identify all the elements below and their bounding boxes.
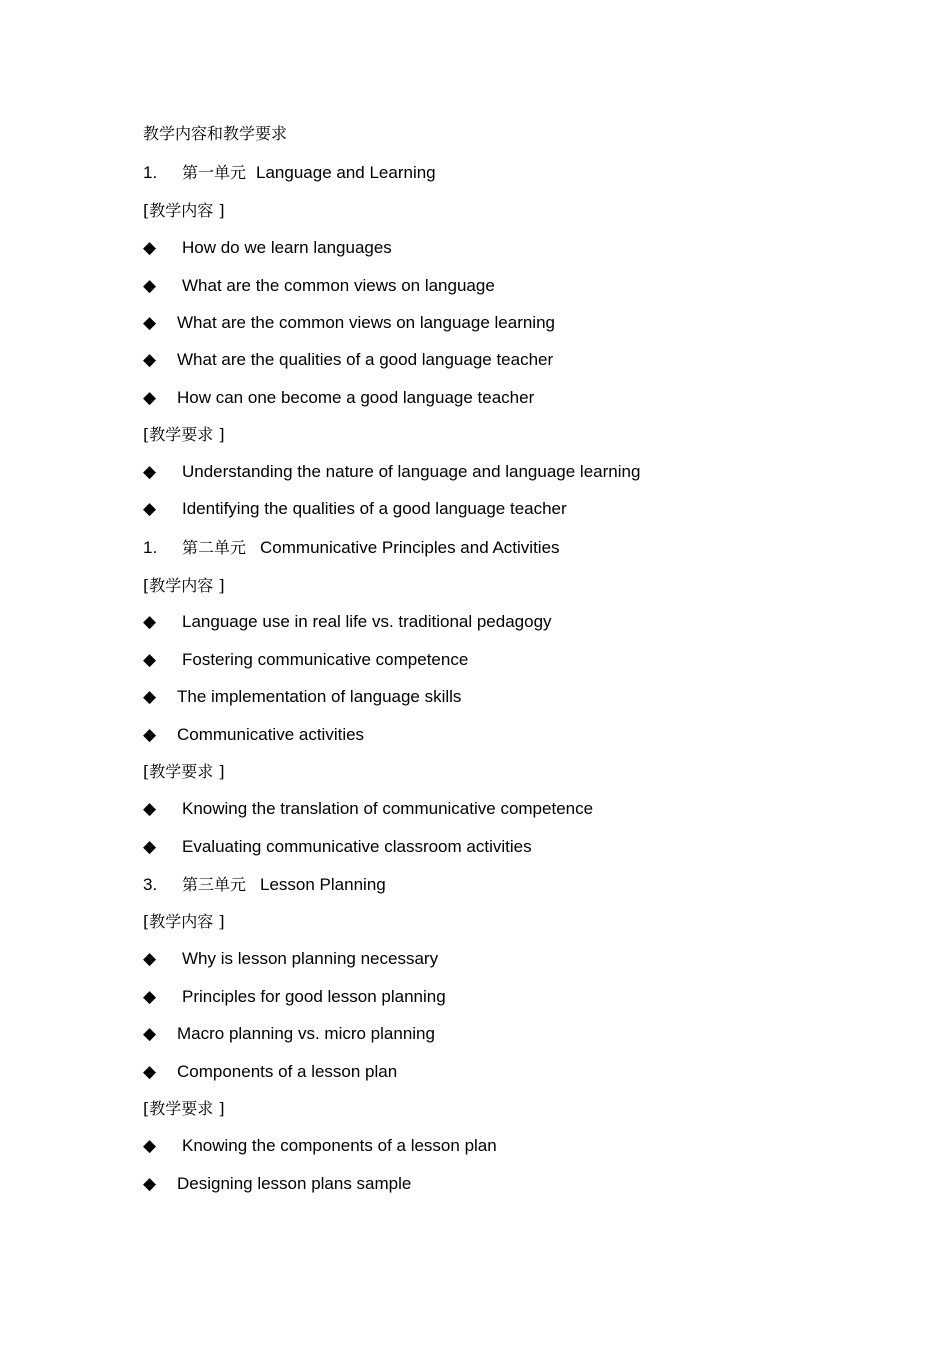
section-label-requirements: [教学要求 ] [143,762,225,781]
diamond-bullet-icon: ◆ [143,276,157,296]
section-label-content: [教学内容 ] [143,201,225,220]
unit-number: 1. [143,163,158,182]
diamond-bullet-icon: ◆ [143,1136,157,1156]
list-item [143,610,552,634]
list-item [143,1172,411,1196]
list-item-text: Knowing the translation of communicative competence [182,799,594,818]
diamond-bullet-icon: ◆ [143,687,157,707]
list-item [143,648,468,672]
list-item [143,460,640,484]
section-label-requirements: [教学要求 ] [143,425,225,444]
unit-number: 1. [143,538,158,557]
list-item [143,274,495,298]
diamond-bullet-icon: ◆ [143,238,157,258]
list-item [143,311,555,335]
diamond-bullet-icon: ◆ [143,462,157,482]
unit-title: Language and Learning [256,163,436,182]
diamond-bullet-icon: ◆ [143,799,157,819]
list-item-text: Language use in real life vs. traditional pedagogy [182,612,552,631]
list-item [143,1022,435,1046]
list-item [143,348,553,372]
list-item [143,236,392,260]
list-item-text: The implementation of language skills [177,687,462,706]
list-item-text: What are the common views on language [182,276,495,295]
diamond-bullet-icon: ◆ [143,350,157,370]
section-label-content: [教学内容 ] [143,576,225,595]
unit-title: Lesson Planning [260,875,386,894]
list-item [143,797,593,821]
section-label-requirements: [教学要求 ] [143,1099,225,1118]
list-item [143,1060,397,1084]
list-item [143,947,438,971]
diamond-bullet-icon: ◆ [143,987,157,1007]
unit-name: 第三单元 [182,875,247,894]
diamond-bullet-icon: ◆ [143,650,157,670]
list-item [143,723,364,747]
list-item-text: Identifying the qualities of a good language teacher [182,499,567,518]
diamond-bullet-icon: ◆ [143,612,157,632]
list-item [143,685,461,709]
unit-heading [143,161,436,185]
list-item-text: Evaluating communicative classroom activities [182,837,532,856]
diamond-bullet-icon: ◆ [143,499,157,519]
unit-number: 3. [143,875,158,894]
diamond-bullet-icon: ◆ [143,837,157,857]
unit-name: 第一单元 [182,163,247,182]
list-item-text: Knowing the components of a lesson plan [182,1136,497,1155]
diamond-bullet-icon: ◆ [143,949,157,969]
list-item-text: Designing lesson plans sample [177,1174,412,1193]
list-item-text: Understanding the nature of language and language learning [182,462,641,481]
list-item [143,497,567,521]
diamond-bullet-icon: ◆ [143,725,157,745]
unit-title: Communicative Principles and Activities [260,538,560,557]
diamond-bullet-icon: ◆ [143,1174,157,1194]
diamond-bullet-icon: ◆ [143,388,157,408]
list-item-text: How can one become a good language teacher [177,388,535,407]
diamond-bullet-icon: ◆ [143,1024,157,1044]
list-item [143,1134,497,1158]
list-item-text: What are the common views on language learning [177,313,555,332]
list-item-text: Fostering communicative competence [182,650,469,669]
list-item [143,386,534,410]
list-item-text: What are the qualities of a good language teacher [177,350,554,369]
list-item-text: How do we learn languages [182,238,392,257]
list-item-text: Macro planning vs. micro planning [177,1024,435,1043]
list-item-text: Principles for good lesson planning [182,987,446,1006]
list-item [143,985,446,1009]
list-item-text: Components of a lesson plan [177,1062,398,1081]
list-item [143,835,532,859]
list-item-text: Why is lesson planning necessary [182,949,439,968]
unit-name: 第二单元 [182,538,247,557]
unit-heading [143,536,560,560]
diamond-bullet-icon: ◆ [143,1062,157,1082]
doc-title: 教学内容和教学要求 [143,124,288,143]
unit-heading [143,873,386,897]
diamond-bullet-icon: ◆ [143,313,157,333]
list-item-text: Communicative activities [177,725,365,744]
section-label-content: [教学内容 ] [143,912,225,931]
